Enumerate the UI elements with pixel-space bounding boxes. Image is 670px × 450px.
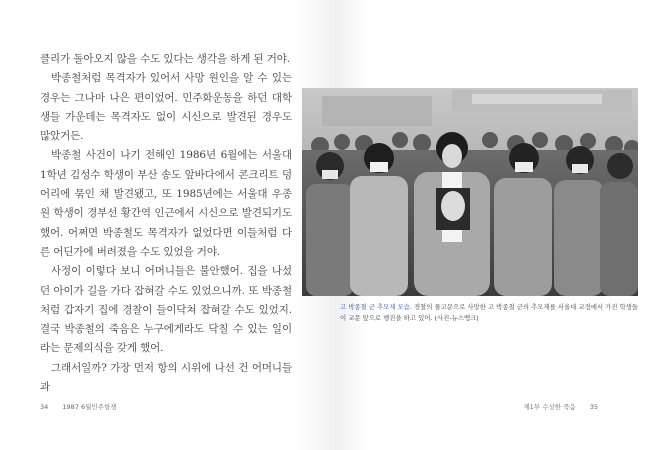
right-folio	[523, 402, 598, 411]
memorial-march-photo	[302, 88, 638, 296]
page-number: 35	[589, 403, 598, 411]
left-page-body	[40, 50, 292, 397]
left-folio	[40, 402, 117, 411]
caption-title: 고 박종철 군 추모제 모습.	[340, 303, 412, 311]
running-head: 1987 6월민주항쟁	[62, 403, 117, 411]
paragraph: 클리가 돌아오지 않을 수도 있다는 생각을 하게 된 거야.	[40, 53, 291, 65]
paragraph: 사정이 이렇다 보니 어머니들은 불안했어. 집을 나섰던 아이가 길을 가다 잡혀갈 수도 있었으니까. 또 박종철처럼 갑자기 집에 경찰이 들이닥쳐 잡혀갈 수도 있었지. 결국 박종철의 죽음은 누구에게라도 닥칠 수 있는 일이라는 문제의식을 갖게 했어.	[40, 265, 292, 355]
paragraph: 박종철 사건이 나기 전해인 1986년 6월에는 서울대 1학년 김성수 학생이 부산 송도 앞바다에서 콘크리트 덩어리에 묶인 채 발견됐고, 또 1985년에는 서울대 우종원 학생이 경부선 황간역 인근에서 시신으로 발견되기도 했어. 어쩌면 박종철도 목격자가 없었다면 이들처럼 다른 어딘가에 버려졌을 수도 있었을 거야.	[40, 149, 292, 258]
caption-body: 경찰의 물고문으로 사망한 고 박종철 군의 추모제를 서울대 교정에서 가진 학생들이 교문 앞으로 행진을 하고 있어. (사진-뉴스뱅크)	[340, 303, 638, 322]
page-number: 34	[40, 403, 49, 411]
running-head: 제1부 수상한 죽음	[523, 403, 576, 411]
paragraph: 그래서일까? 가장 먼저 항의 시위에 나선 건 어머니들과	[40, 361, 292, 394]
photo-caption	[340, 302, 640, 324]
paragraph: 박종철처럼 목격자가 있어서 사망 원인을 알 수 있는 경우는 그나마 나은 편이었어. 민주화운동을 하던 대학생들 가운데는 목격자도 없이 시신으로 발견된 경우도 많았거든.	[40, 72, 292, 143]
